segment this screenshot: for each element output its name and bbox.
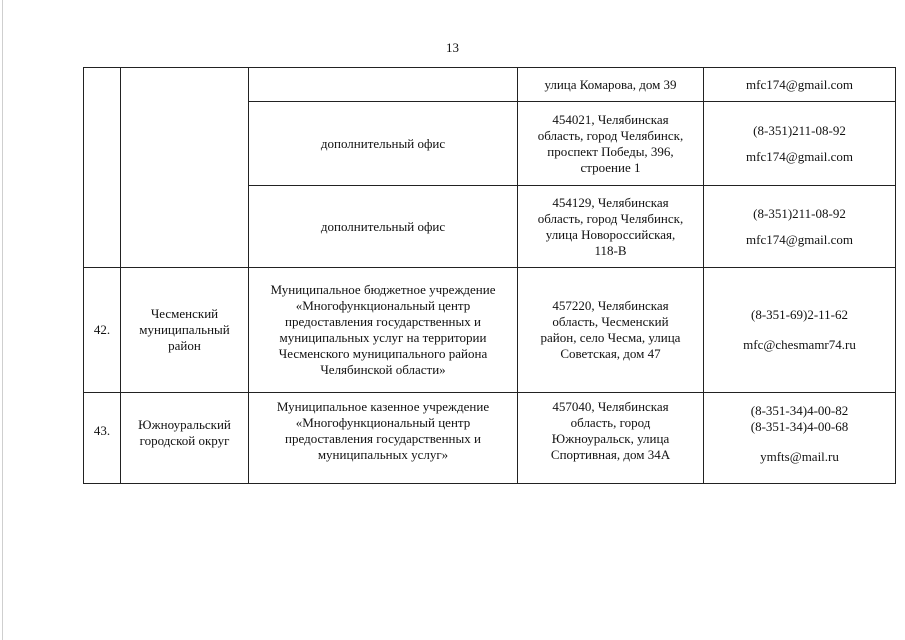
institution-line: предоставления государственных и: [285, 314, 481, 329]
row-number: 42.: [84, 268, 121, 393]
contact-phone: (8-351-34)4-00-82: [750, 403, 849, 418]
address-cell: [518, 268, 704, 393]
address-line: область, город Челябинск,: [537, 210, 684, 226]
address-line: 457220, Челябинская: [552, 298, 669, 313]
institution-cell: [249, 393, 518, 484]
district-line: Южноуральский: [138, 417, 231, 432]
address-line: Советская, дом 47: [560, 346, 661, 361]
page-number: 13: [446, 40, 459, 55]
address-line: 454021, Челябинская: [552, 111, 669, 127]
address-line: 457040, Челябинская: [552, 399, 669, 414]
address-cell: [518, 102, 704, 186]
address-line: 118-В: [594, 242, 627, 258]
contacts-cell: [704, 102, 896, 186]
contacts-cell: [704, 268, 896, 393]
address-line: проспект Победы, 396,: [547, 143, 674, 159]
district-cell: [121, 268, 249, 393]
contact-phone: (8-351)211-08-92: [753, 122, 846, 138]
address-line: улица Комарова, дом 39: [544, 76, 677, 92]
institution-line: предоставления государственных и: [285, 431, 481, 446]
address-cell: [518, 68, 704, 102]
district-line: городской округ: [139, 433, 230, 448]
district-line: Чесменский: [150, 306, 219, 321]
row-number: 43.: [84, 393, 121, 484]
contact-email: mfc174@gmail.com: [746, 231, 853, 247]
contact-email: mfc174@gmail.com: [746, 148, 853, 164]
institution-line: «Многофункциональный центр: [295, 415, 471, 430]
office-cell: дополнительный офис: [249, 102, 518, 186]
address-line: область, город Челябинск,: [537, 127, 684, 143]
institution-line: муниципальных услуг»: [317, 447, 449, 462]
institution-line: Муниципальное казенное учреждение: [276, 399, 490, 414]
district-cell-continued: [121, 68, 249, 268]
district-line: район: [168, 338, 201, 353]
table-row: [84, 68, 896, 102]
office-cell: [249, 68, 518, 102]
contact-email: ymfts@mail.ru: [760, 449, 839, 464]
contact-phone: (8-351-69)2-11-62: [751, 307, 848, 322]
number-cell-continued: [84, 68, 121, 268]
address-line: область, Чесменский: [552, 314, 669, 329]
address-line: 454129, Челябинская: [552, 194, 669, 210]
contact-email: mfc@chesmamr74.ru: [743, 337, 856, 352]
address-line: район, село Чесма, улица: [540, 330, 681, 345]
address-line: Спортивная, дом 34А: [550, 447, 671, 462]
contact-phone: (8-351)211-08-92: [753, 205, 846, 221]
institution-line: Челябинской области»: [320, 362, 446, 377]
district-line: муниципальный: [139, 322, 230, 337]
table-row: [84, 393, 896, 484]
contact-email: mfc174@gmail.com: [746, 76, 853, 92]
contacts-cell: [704, 186, 896, 268]
institution-line: Чесменского муниципального района: [278, 346, 488, 361]
address-line: улица Новороссийская,: [545, 226, 676, 242]
address-line: область, город: [570, 415, 651, 430]
contacts-cell: [704, 393, 896, 484]
institution-line: муниципальных услуг на территории: [279, 330, 487, 345]
contacts-cell: [704, 68, 896, 102]
address-cell: [518, 393, 704, 484]
institution-cell: [249, 268, 518, 393]
office-cell: дополнительный офис: [249, 186, 518, 268]
address-cell: [518, 186, 704, 268]
institution-line: Муниципальное бюджетное учреждение: [270, 282, 496, 297]
scan-edge-line: [2, 0, 3, 640]
district-cell: [121, 393, 249, 484]
address-line: Южноуральск, улица: [551, 431, 670, 446]
mfc-registry-table: [83, 67, 896, 484]
institution-line: «Многофункциональный центр: [295, 298, 471, 313]
table-row: [84, 268, 896, 393]
address-line: строение 1: [580, 159, 641, 175]
contact-phone: (8-351-34)4-00-68: [750, 419, 849, 434]
